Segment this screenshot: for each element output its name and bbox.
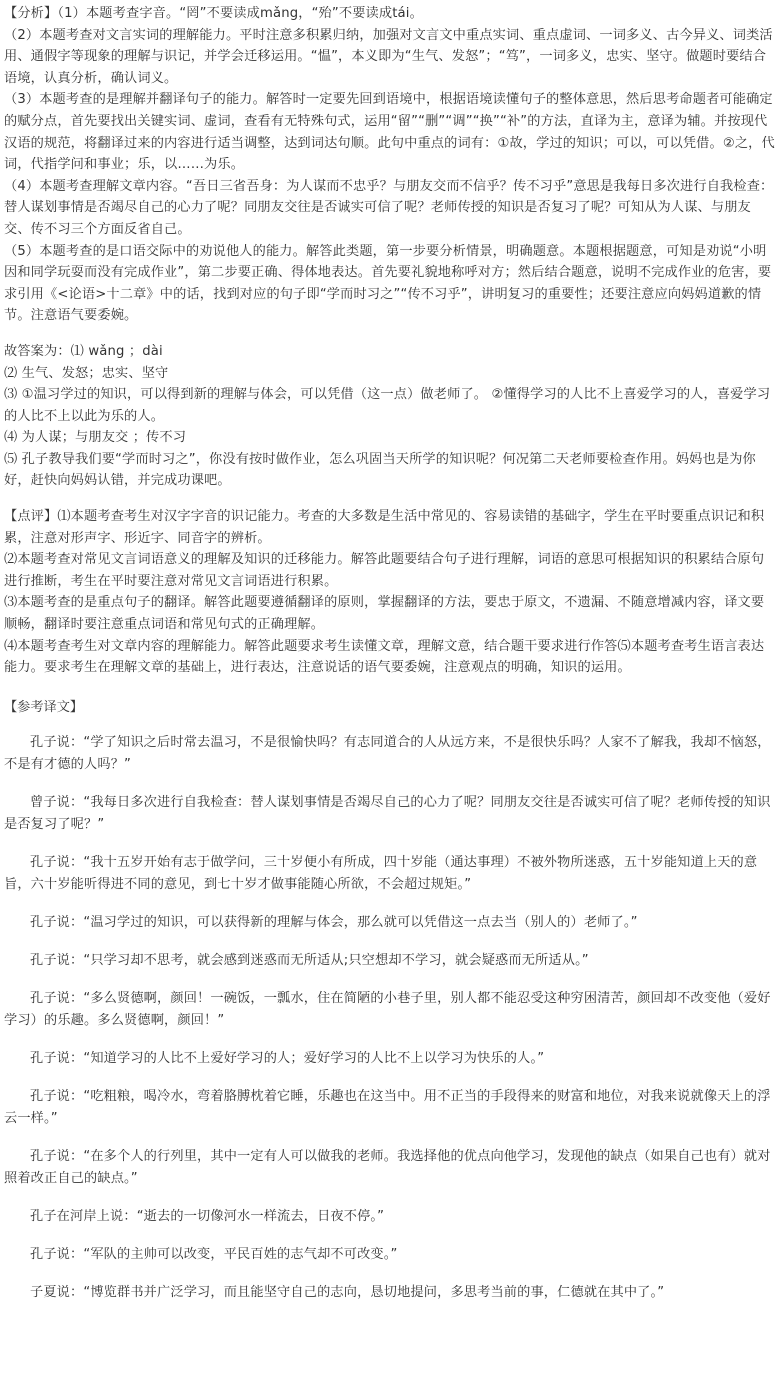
answer-section <box>4 341 776 492</box>
translation-paragraph: 孔子说：“只学习却不思考，就会感到迷惑而无所适从;只空想却不学习，就会疑惑而无所适从。” <box>30 953 589 969</box>
translation-paragraph: 孔子在河岸上说：“逝去的一切像河水一样流去，日夜不停。” <box>30 1209 385 1225</box>
translation-paragraph: 孔子说：“我十五岁开始有志于做学问，三十岁便小有所成，四十岁能（通达事理）不被外物所迷惑，五十岁能知道上天的意旨，六十岁能听得进不同的意见，到七十岁才做事能随心所欲，不会超过规矩。” <box>4 855 758 893</box>
analysis-section <box>4 3 776 327</box>
comment-paragraph: ⑶本题考查的是重点句子的翻译。解答此题要遵循翻译的原则，掌握翻译的方法，要忠于原文，不遗漏、不随意增减内容，译文要顺畅，翻译时要注意重点词语和常见句式的正确理解。 <box>4 595 765 633</box>
translation-paragraph: 曾子说：“我每日多次进行自我检查：替人谋划事情是否竭尽自己的心力了呢？同朋友交往是否诚实可信了呢？老师传授的知识是否复习了呢？” <box>4 795 771 833</box>
translation-section <box>4 697 776 1305</box>
answer-line: ⑶ ①温习学过的知识，可以得到新的理解与体会，可以凭借（这一点）做老师了。 ②懂得学习的人比不上喜爱学习的人，喜爱学习的人比不上以此为乐的人。 <box>4 387 771 424</box>
comment-paragraph: 【点评】⑴本题考查考生对汉字字音的识记能力。考查的大多数是生活中常见的、容易读错的基础字，学生在平时要重点识记和积累，注意对形声字、形近字、同音字的辨析。 <box>4 509 765 546</box>
comment-paragraph: ⑵本题考查对常见文言词语意义的理解及知识的迁移能力。解答此题要结合句子进行理解，词语的意思可根据知识的积累结合原句进行推断，考生在平时要注意对常见文言词语进行积累。 <box>4 552 765 589</box>
translation-paragraph: 孔子说：“知道学习的人比不上爱好学习的人；爱好学习的人比不上以学习为快乐的人。” <box>30 1051 545 1067</box>
translation-heading: 【参考译文】 <box>4 699 84 715</box>
answer-line: ⑷ 为人谋；与朋友交 ；传不习 <box>4 430 187 446</box>
translation-paragraph: 孔子说：“温习学过的知识，可以获得新的理解与体会，那么就可以凭借这一点去当（别人的）老师了。” <box>30 915 638 931</box>
translation-paragraph: 孔子说：“吃粗粮，喝冷水，弯着胳膊枕着它睡，乐趣也在这当中。用不正当的手段得来的财富和地位，对我来说就像天上的浮云一样。” <box>4 1089 771 1127</box>
answer-line: ⑸ 孔子教导我们要“学而时习之”，你没有按时做作业，怎么巩固当天所学的知识呢？何况第二天老师要检查作用。妈妈也是为你好，赶快向妈妈认错，并完成功课吧。 <box>4 451 756 489</box>
translation-paragraph: 孔子说：“学了知识之后时常去温习，不是很愉快吗？有志同道合的人从远方来，不是很快乐吗？人家不了解我，我却不恼怒，不是有才德的人吗？” <box>4 735 771 773</box>
translation-paragraph: 孔子说：“多么贤德啊，颜回！一碗饭，一瓢水，住在简陋的小巷子里，别人都不能忍受这种穷困清苦，颜回却不改变他（爱好学习）的乐趣。多么贤德啊，颜回！” <box>4 991 771 1029</box>
translation-paragraph: 孔子说：“在多个人的行列里，其中一定有人可以做我的老师。我选择他的优点向他学习，发现他的缺点（如果自己也有）就对照着改正自己的缺点。” <box>4 1149 771 1187</box>
analysis-paragraph: （3）本题考查的是理解并翻译句子的能力。解答时一定要先回到语境中，根据语境读懂句子的整体意思，然后思考命题者可能确定的赋分点，首先要找出关键实词、虚词，查看有无特殊句式，运用“留”“删”“调”“换”“补”的方法，直译为主，意译为辅。并按现代汉语的规范，将翻译过来的内容进行适当调整，达到词达句顺。此句中重点的词有：①故，学过的知识；可以，可以凭借。②之，代词，代指学问和事业；乐，以……为乐。 <box>4 92 775 173</box>
comment-paragraph: ⑷本题考查考生对文章内容的理解能力。解答此题要求考生读懂文章，理解文意，结合题干要求进行作答⑸本题考查考生语言表达能力。要求考生在理解文章的基础上，进行表达，注意说话的语气要委婉，注意观点的明确，知识的运用。 <box>4 638 765 676</box>
analysis-paragraph: 【分析】（1）本题考查字音。“罔”不要读成mǎng，“殆”不要读成tái。 <box>4 6 423 21</box>
comment-section <box>4 506 776 679</box>
translation-paragraph: 孔子说：“军队的主帅可以改变，平民百姓的志气却不可改变。” <box>30 1247 398 1263</box>
translation-paragraph: 子夏说：“博览群书并广泛学习，而且能坚守自己的志向，恳切地提问，多思考当前的事，仁德就在其中了。” <box>30 1285 665 1301</box>
analysis-paragraph: （5）本题考查的是口语交际中的劝说他人的能力。解答此类题，第一步要分析情景，明确题意。本题根据题意，可知是劝说“小明因和同学玩耍而没有完成作业”，第二步要正确、得体地表达。首先要礼貌地称呼对方；然后结合题意，说明不完成作业的危害，要求引用《<论语>十二章》中的话，找到对应的句子即“学而时习之”“传不习乎”，讲明复习的重要性；还要注意应向妈妈道歉的情节。注意语气要委婉。 <box>4 243 772 324</box>
analysis-paragraph: （2）本题考查对文言实词的理解能力。平时注意多积累归纳，加强对文言文中重点实词、重点虚词、一词多义、古今异义、词类活用、通假字等现象的理解与识记，并学会迁移运用。“愠”，本义即为“生气、发怒”；“笃”，一词多义，忠实、坚守。做题时要结合语境，认真分析，确认词义。 <box>4 27 773 86</box>
analysis-paragraph: （4）本题考查理解文章内容。“吾日三省吾身：为人谋而不忠乎？与朋友交而不信乎？传不习乎”意思是我每日多次进行自我检查：替人谋划事情是否竭尽自己的心力了呢？同朋友交往是否诚实可信了呢？老师传授的知识是否复习了呢？可知从为人谋、与朋友交、传不习三个方面反省自己。 <box>4 178 774 237</box>
answer-line: ⑵ 生气、发怒；忠实、坚守 <box>4 365 169 381</box>
answer-line: 故答案为：⑴ wǎng ；dài <box>4 343 163 359</box>
